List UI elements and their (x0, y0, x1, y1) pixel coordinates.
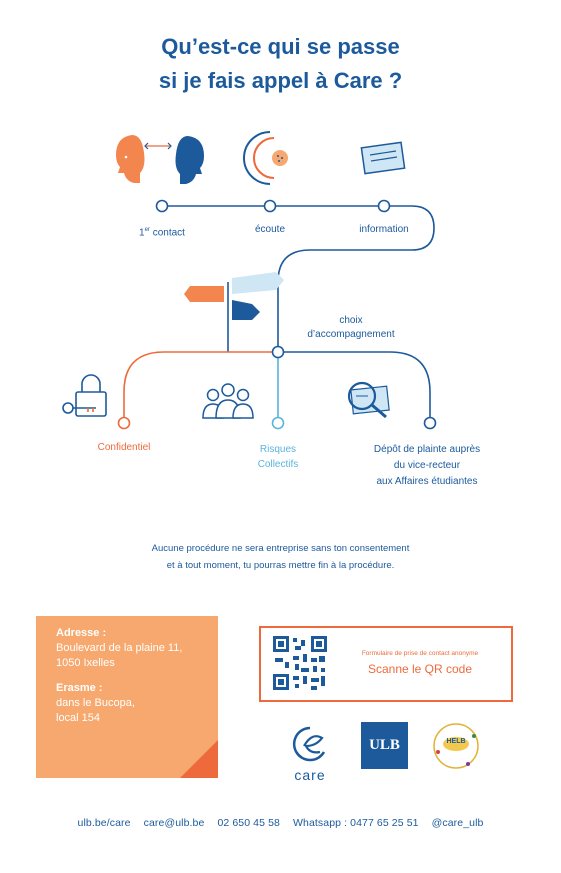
outcome-node-collective (273, 418, 284, 429)
outcome-label-complaint: Dépôt de plainte auprès du vice-recteur aux Affaires étudiantes (373, 444, 481, 487)
paper-fold-corner (180, 740, 222, 782)
erasme-line-2: local 154 (56, 712, 101, 724)
qr-cta[interactable]: Scanne le QR code (367, 662, 473, 676)
listening-icon (244, 132, 288, 184)
footer-website-link[interactable]: ulb.be/care (77, 817, 131, 829)
qr-caption: Formulaire de prise de contact anonyme (361, 650, 479, 657)
two-faces-icon (116, 135, 204, 184)
lock-key-icon (63, 375, 106, 416)
address-line-1: Boulevard de la plaine 11, (56, 642, 183, 654)
footer-email-link[interactable]: care@ulb.be (143, 817, 205, 829)
people-group-icon (203, 384, 253, 418)
ulb-logo: ULB (361, 722, 408, 769)
step-label-choice: choix d’accompagnement (307, 315, 395, 340)
outcome-label-confidential: Confidentiel (97, 442, 151, 453)
outcome-label-collective: Risques Collectifs (257, 444, 299, 470)
consent-note: Aucune procédure ne sera entreprise sans ton consentement et à tout moment, tu pourras mettre fin à la procédure. (151, 543, 410, 571)
address-label: Adresse : (56, 627, 107, 639)
step-node-information (379, 201, 390, 212)
erasme-label: Erasme : (56, 682, 103, 694)
care-logo (282, 722, 338, 784)
title-line-1: Qu’est-ce qui se passe (161, 34, 400, 59)
helb-logo (432, 722, 480, 770)
document-icon (361, 142, 404, 173)
erasme-line-1: dans le Bucopa, (56, 697, 135, 709)
footer-social-handle[interactable]: @care_ulb (431, 817, 484, 829)
signpost-icon (184, 272, 284, 352)
qr-code-icon[interactable] (273, 636, 327, 690)
contact-footer (0, 817, 561, 829)
step-node-listen (265, 201, 276, 212)
footer-whatsapp[interactable]: Whatsapp : 0477 65 25 51 (293, 817, 419, 829)
outcome-node-complaint (425, 418, 436, 429)
address-line-2: 1050 Ixelles (56, 657, 115, 669)
care-logo-mark-icon (282, 722, 338, 764)
helb-logo-mark-icon (432, 722, 480, 770)
step-node-choice (273, 347, 284, 358)
outcome-node-confidential (119, 418, 130, 429)
care-logo-text: care (294, 767, 326, 783)
title-line-2: si je fais appel à Care ? (158, 68, 403, 93)
helb-logo-text: HELB (446, 738, 466, 745)
qr-contact-box[interactable] (259, 626, 513, 702)
step-label-listen: écoute (254, 224, 286, 235)
step-node-contact (157, 201, 168, 212)
step-label-information: information (359, 224, 409, 235)
step-label-contact: 1er contact (139, 227, 185, 239)
magnifier-document-icon (349, 383, 389, 417)
footer-phone[interactable]: 02 650 45 58 (217, 817, 280, 829)
